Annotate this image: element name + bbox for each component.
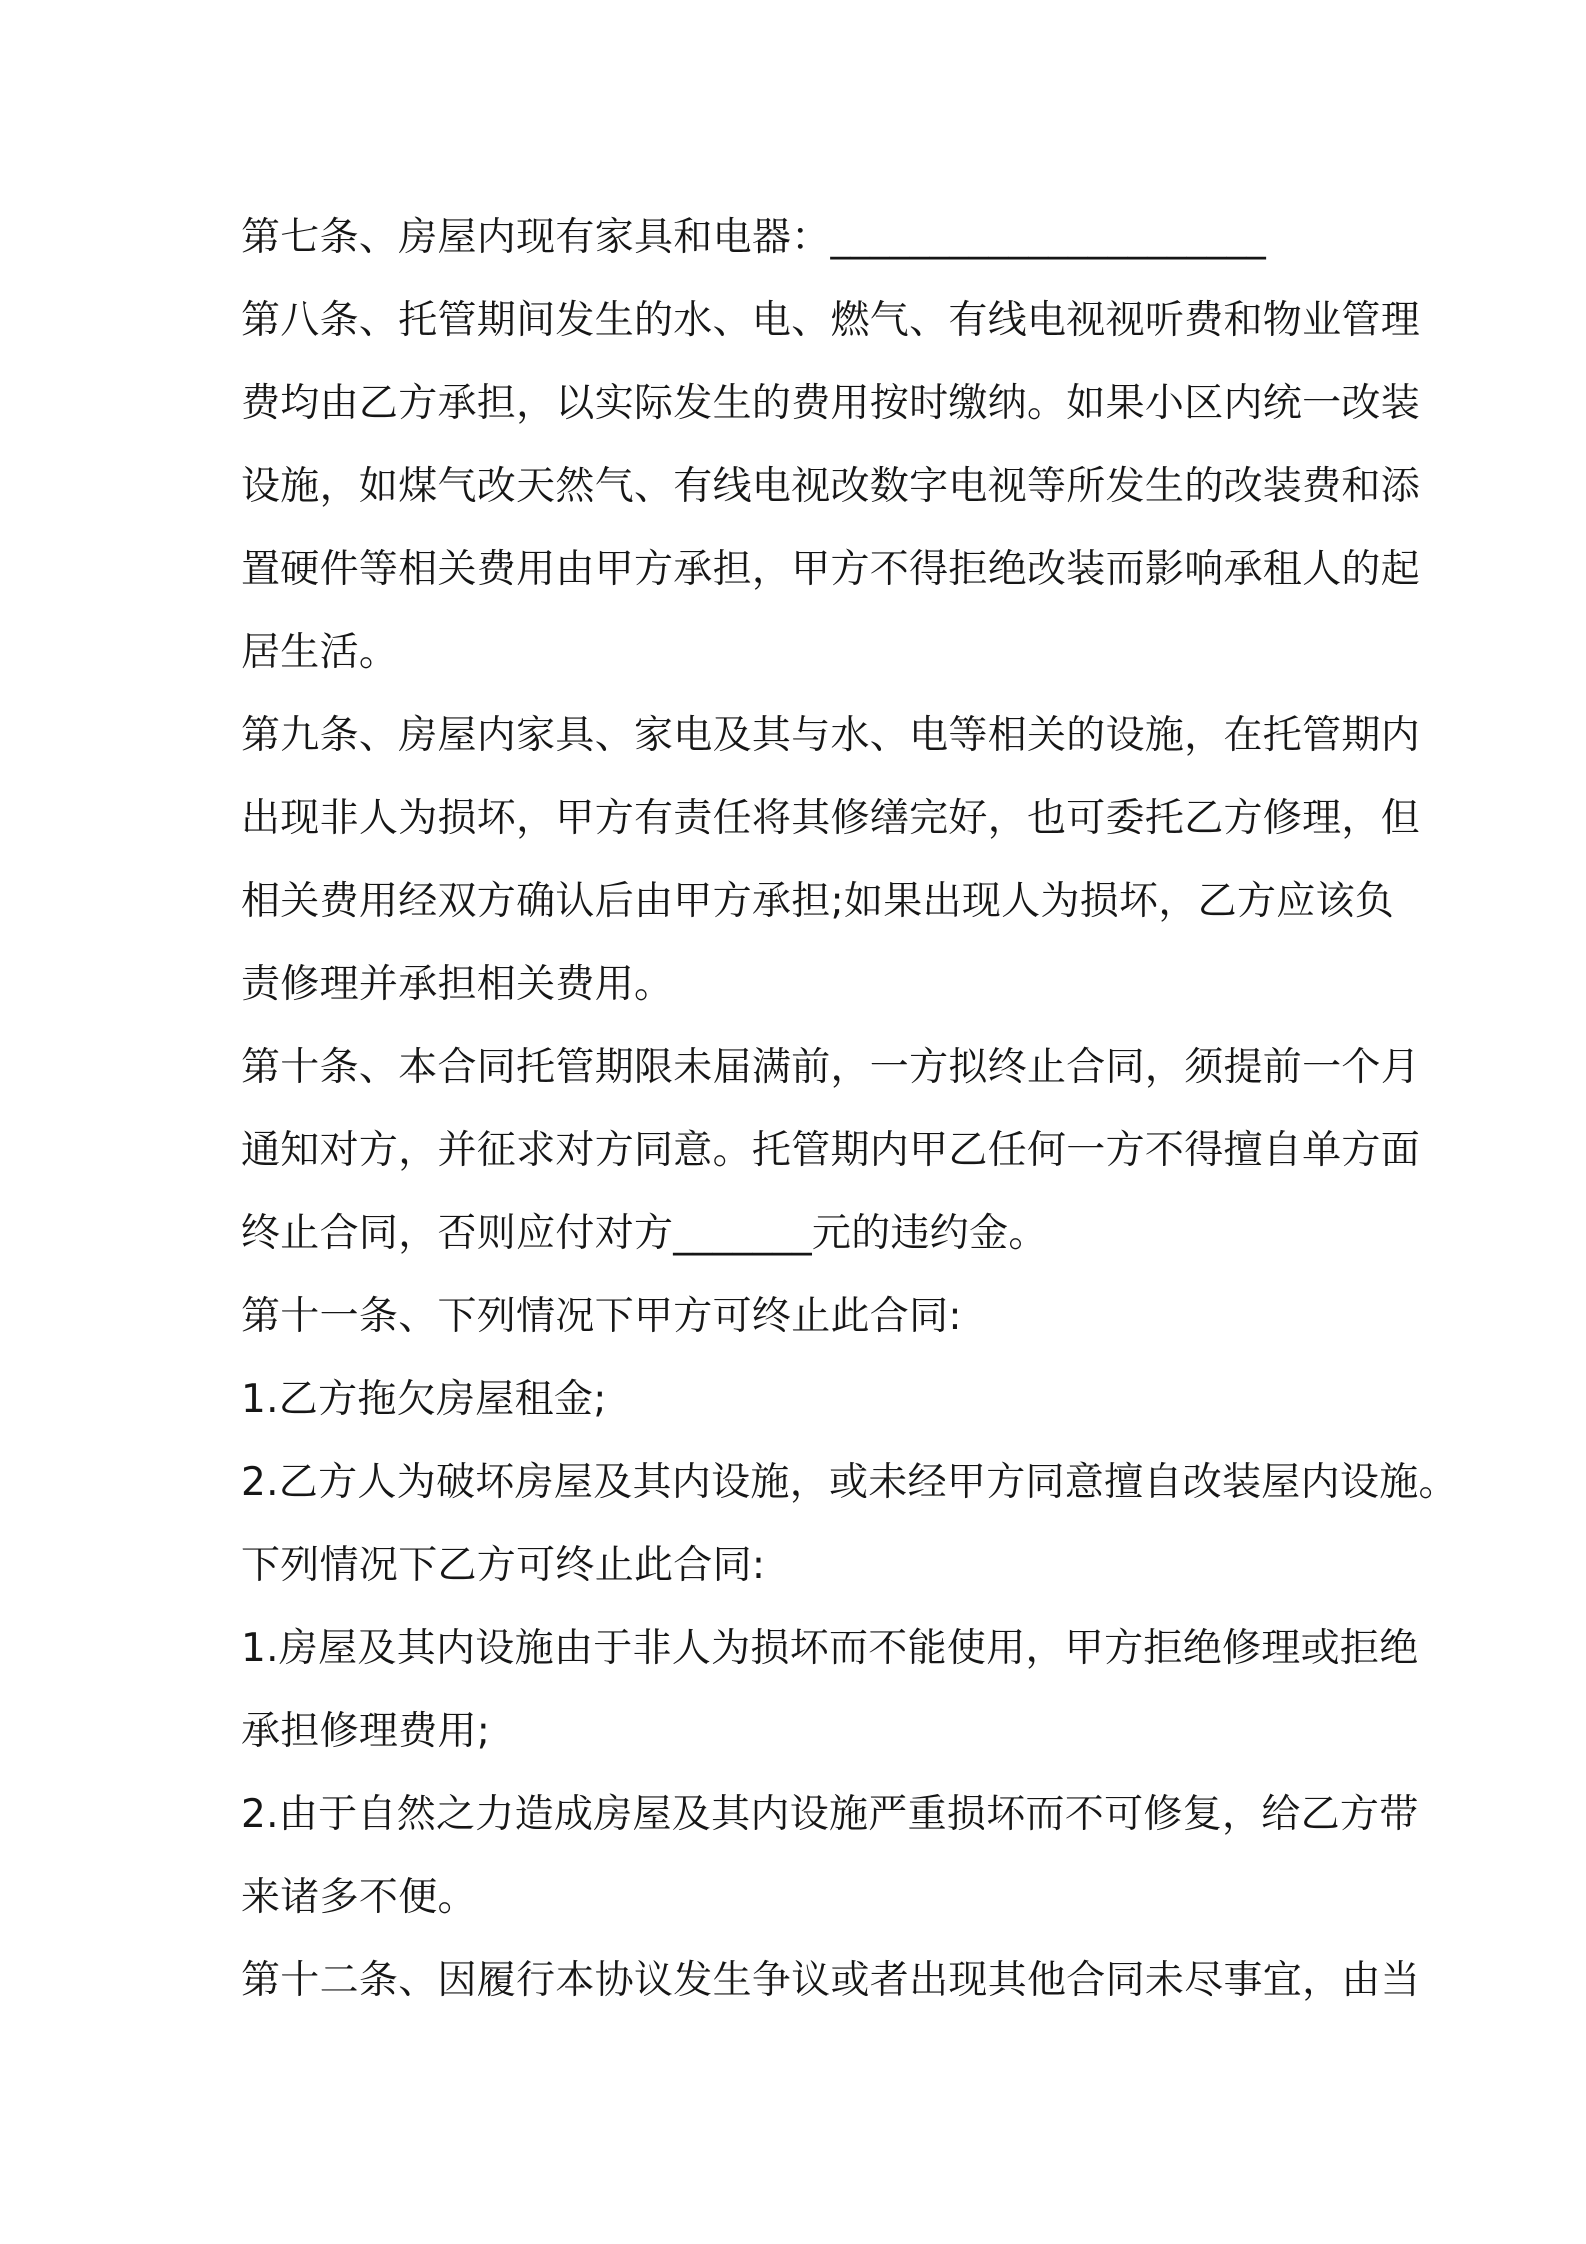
text-line-article-12: 第十二条、因履行本协议发生争议或者出现其他合同未尽事宜，由当 [241, 1958, 1421, 2003]
text-line: 下列情况下乙方可终止此合同: [241, 1543, 766, 1588]
text-line-article-11: 第十一条、下列情况下甲方可终止此合同: [241, 1294, 962, 1339]
document-body [241, 196, 1458, 2022]
list-item: 1.房屋及其内设施由于非人为损坏而不能使用，甲方拒绝修理或拒绝 [241, 1626, 1419, 1671]
text-line: 置硬件等相关费用由甲方承担，甲方不得拒绝改装而影响承租人的起 [241, 547, 1421, 592]
text-line-article-8: 第八条、托管期间发生的水、电、燃气、有线电视视听费和物业管理 [241, 298, 1421, 343]
text-line: 责修理并承担相关费用。 [241, 962, 674, 1007]
list-item: 2.由于自然之力造成房屋及其内设施严重损坏而不可修复，给乙方带 [241, 1792, 1419, 1837]
text-line-article-10: 第十条、本合同托管期限未届满前，一方拟终止合同，须提前一个月 [241, 1045, 1421, 1090]
text-line: 终止合同，否则应付对方_______元的违约金。 [241, 1211, 1048, 1256]
text-line: 来诸多不便。 [241, 1875, 477, 1920]
text-line: 通知对方，并征求对方同意。托管期内甲乙任何一方不得擅自单方面 [241, 1128, 1421, 1173]
text-line: 出现非人为损坏，甲方有责任将其修缮完好，也可委托乙方修理，但 [241, 796, 1421, 841]
text-line: 居生活。 [241, 630, 399, 675]
text-line: 承担修理费用; [241, 1709, 491, 1754]
text-line: 设施，如煤气改天然气、有线电视改数字电视等所发生的改装费和添 [241, 464, 1421, 509]
text-line-article-7: 第七条、房屋内现有家具和电器：______________________ [241, 215, 1267, 260]
text-line-article-9: 第九条、房屋内家具、家电及其与水、电等相关的设施，在托管期内 [241, 713, 1421, 758]
text-line: 费均由乙方承担，以实际发生的费用按时缴纳。如果小区内统一改装 [241, 381, 1421, 426]
list-item: 1.乙方拖欠房屋租金; [241, 1377, 607, 1422]
text-line: 相关费用经双方确认后由甲方承担;如果出现人为损坏，乙方应该负 [241, 879, 1395, 924]
list-item: 2.乙方人为破坏房屋及其内设施，或未经甲方同意擅自改装屋内设施。 [241, 1460, 1458, 1505]
